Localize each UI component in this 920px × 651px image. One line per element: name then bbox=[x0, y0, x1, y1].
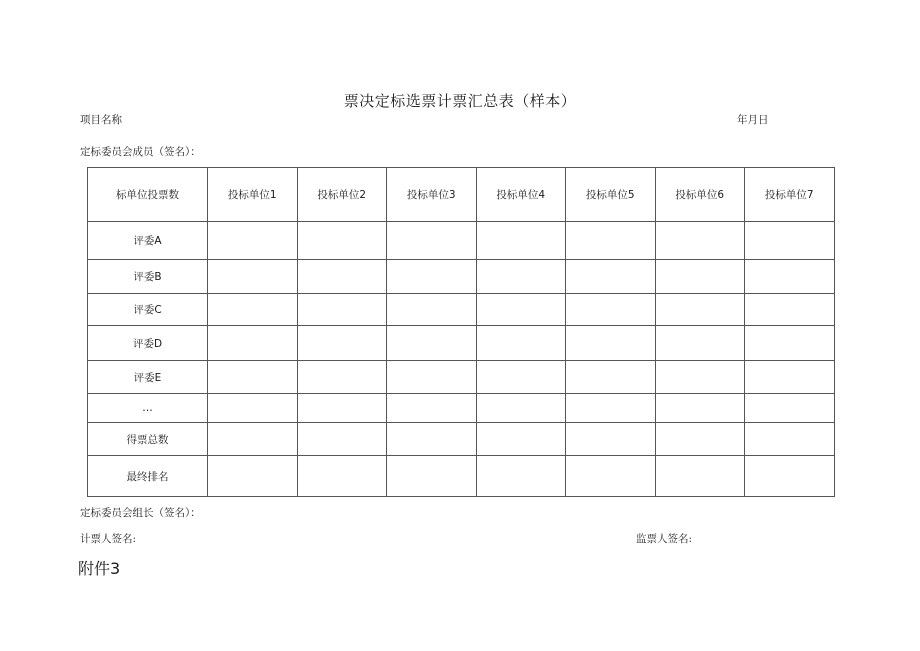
table-cell bbox=[297, 294, 387, 326]
table-cell bbox=[566, 260, 656, 294]
table-row bbox=[88, 394, 835, 423]
table-cell bbox=[745, 423, 835, 456]
column-header: 投标单位7 bbox=[745, 168, 835, 222]
table-cell bbox=[745, 260, 835, 294]
table-cell bbox=[208, 260, 298, 294]
table-cell bbox=[655, 394, 745, 423]
table-cell bbox=[566, 222, 656, 260]
corner-header: 标单位投票数 bbox=[88, 168, 208, 222]
table-cell bbox=[387, 326, 477, 361]
table-row bbox=[88, 222, 835, 260]
table-cell bbox=[476, 326, 566, 361]
table-header-row bbox=[88, 168, 835, 222]
table-cell bbox=[387, 394, 477, 423]
column-header: 投标单位6 bbox=[655, 168, 745, 222]
table-cell bbox=[297, 260, 387, 294]
table-cell bbox=[387, 294, 477, 326]
table-cell bbox=[655, 456, 745, 497]
table-cell bbox=[297, 222, 387, 260]
row-label: 评委C bbox=[88, 294, 208, 326]
column-header: 投标单位4 bbox=[476, 168, 566, 222]
table-cell bbox=[387, 361, 477, 394]
table-cell bbox=[476, 294, 566, 326]
table-cell bbox=[476, 361, 566, 394]
date-label: 年月日 bbox=[737, 114, 769, 126]
row-label: 评委D bbox=[88, 326, 208, 361]
table-cell bbox=[208, 456, 298, 497]
table-cell bbox=[208, 222, 298, 260]
column-header: 投标单位5 bbox=[566, 168, 656, 222]
attachment-label: 附件3 bbox=[78, 559, 121, 578]
table-cell bbox=[566, 456, 656, 497]
table-cell bbox=[566, 294, 656, 326]
table-cell bbox=[387, 260, 477, 294]
table-cell bbox=[208, 326, 298, 361]
table-cell bbox=[297, 423, 387, 456]
table-row bbox=[88, 260, 835, 294]
vote-tally-table bbox=[87, 167, 835, 497]
table-cell bbox=[476, 423, 566, 456]
row-label: 评委A bbox=[88, 222, 208, 260]
table-cell bbox=[655, 423, 745, 456]
row-label: … bbox=[88, 394, 208, 423]
table-cell bbox=[297, 394, 387, 423]
table-cell bbox=[208, 294, 298, 326]
table-cell bbox=[387, 423, 477, 456]
table-cell bbox=[745, 394, 835, 423]
row-label: 得票总数 bbox=[88, 423, 208, 456]
row-label: 评委B bbox=[88, 260, 208, 294]
table-cell bbox=[655, 222, 745, 260]
table-cell bbox=[655, 361, 745, 394]
table-cell bbox=[476, 260, 566, 294]
vote-counter-label: 计票人签名: bbox=[80, 533, 137, 545]
project-name-label: 项目名称 bbox=[80, 114, 122, 126]
table-cell bbox=[566, 361, 656, 394]
table-cell bbox=[476, 394, 566, 423]
table-cell bbox=[655, 294, 745, 326]
table-cell bbox=[745, 294, 835, 326]
row-label: 最终排名 bbox=[88, 456, 208, 497]
table-cell bbox=[387, 222, 477, 260]
table-cell bbox=[745, 222, 835, 260]
table-cell bbox=[566, 394, 656, 423]
table-cell bbox=[566, 423, 656, 456]
table-cell bbox=[208, 423, 298, 456]
table-row bbox=[88, 361, 835, 394]
column-header: 投标单位2 bbox=[297, 168, 387, 222]
column-header: 投标单位3 bbox=[387, 168, 477, 222]
committee-leader-label: 定标委员会组长（签名）： bbox=[80, 507, 201, 519]
committee-members-label: 定标委员会成员（签名）： bbox=[80, 146, 201, 158]
table-cell bbox=[297, 456, 387, 497]
table-cell bbox=[745, 361, 835, 394]
table-row bbox=[88, 326, 835, 361]
table-row bbox=[88, 294, 835, 326]
table-cell bbox=[387, 456, 477, 497]
table-cell bbox=[655, 260, 745, 294]
table-cell bbox=[566, 326, 656, 361]
table-cell bbox=[476, 222, 566, 260]
table-cell bbox=[476, 456, 566, 497]
table-cell bbox=[745, 456, 835, 497]
table-cell bbox=[297, 326, 387, 361]
vote-supervisor-label: 监票人签名: bbox=[636, 533, 693, 545]
row-label: 评委E bbox=[88, 361, 208, 394]
document-title: 票决定标选票计票汇总表（样本） bbox=[343, 92, 577, 110]
column-header: 投标单位1 bbox=[208, 168, 298, 222]
table-cell bbox=[297, 361, 387, 394]
table-row bbox=[88, 423, 835, 456]
table-row bbox=[88, 456, 835, 497]
table-cell bbox=[208, 394, 298, 423]
table-cell bbox=[745, 326, 835, 361]
table-cell bbox=[208, 361, 298, 394]
table-cell bbox=[655, 326, 745, 361]
